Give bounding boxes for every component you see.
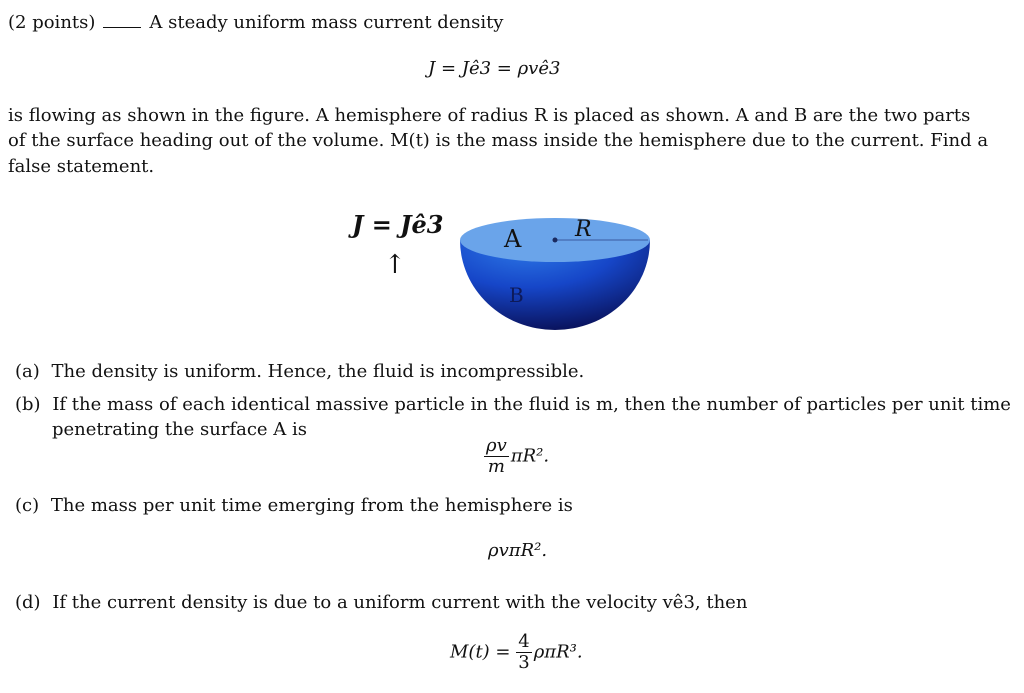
option-d-fraction: $\frac{4}{3}$	[518, 631, 530, 673]
option-b-marker: (b)	[15, 394, 41, 415]
option-d-marker: (d)	[15, 592, 41, 613]
option-b-fraction: $\frac{\rho v}{m}$	[486, 435, 507, 477]
option-b[interactable]	[15, 394, 1011, 415]
option-d-text: If the current density is due to a uniform current with the velocity vê3, then	[52, 592, 748, 613]
option-b-text-2: penetrating the surface A is	[52, 419, 308, 440]
equation-current-density: J = Jê3 = ρvê3	[428, 58, 561, 79]
option-c-equation: ρvπR².	[488, 540, 548, 561]
points-label: (2 points)	[8, 12, 96, 33]
option-b-equation: $\frac{\rho v}{m}$ πR².	[486, 435, 550, 477]
intro-text: A steady uniform mass current density	[149, 12, 504, 33]
paragraph-line-3: false statement.	[8, 156, 155, 177]
figure-j-label: J = Jê3	[352, 210, 444, 239]
option-a-text: The density is uniform. Hence, the fluid is incompressible.	[51, 361, 585, 382]
radius-label: R	[575, 217, 592, 242]
surface-label-a: A	[504, 225, 522, 253]
question-header	[8, 12, 503, 33]
answer-blank[interactable]	[103, 13, 141, 28]
option-c[interactable]	[15, 495, 573, 516]
option-c-marker: (c)	[15, 495, 40, 516]
option-d-equation: M(t) = $\frac{4}{3}$ ρπR³.	[450, 631, 583, 673]
paragraph-line-1: is flowing as shown in the figure. A hemisphere of radius R is placed as shown. A and B are the two parts	[8, 105, 971, 126]
center-dot	[553, 238, 558, 243]
option-a[interactable]	[15, 361, 584, 382]
option-d[interactable]	[15, 592, 747, 613]
paragraph-line-2: of the surface heading out of the volume. M(t) is the mass inside the hemisphere due to the current. Find a	[8, 130, 989, 151]
surface-label-b: B	[509, 283, 524, 307]
up-arrow-icon: ↑	[384, 250, 406, 280]
option-a-marker: (a)	[15, 361, 40, 382]
option-c-text: The mass per unit time emerging from the hemisphere is	[50, 495, 573, 516]
option-b-text-1: If the mass of each identical massive particle in the fluid is m, then the number of particles per unit time	[52, 394, 1011, 415]
